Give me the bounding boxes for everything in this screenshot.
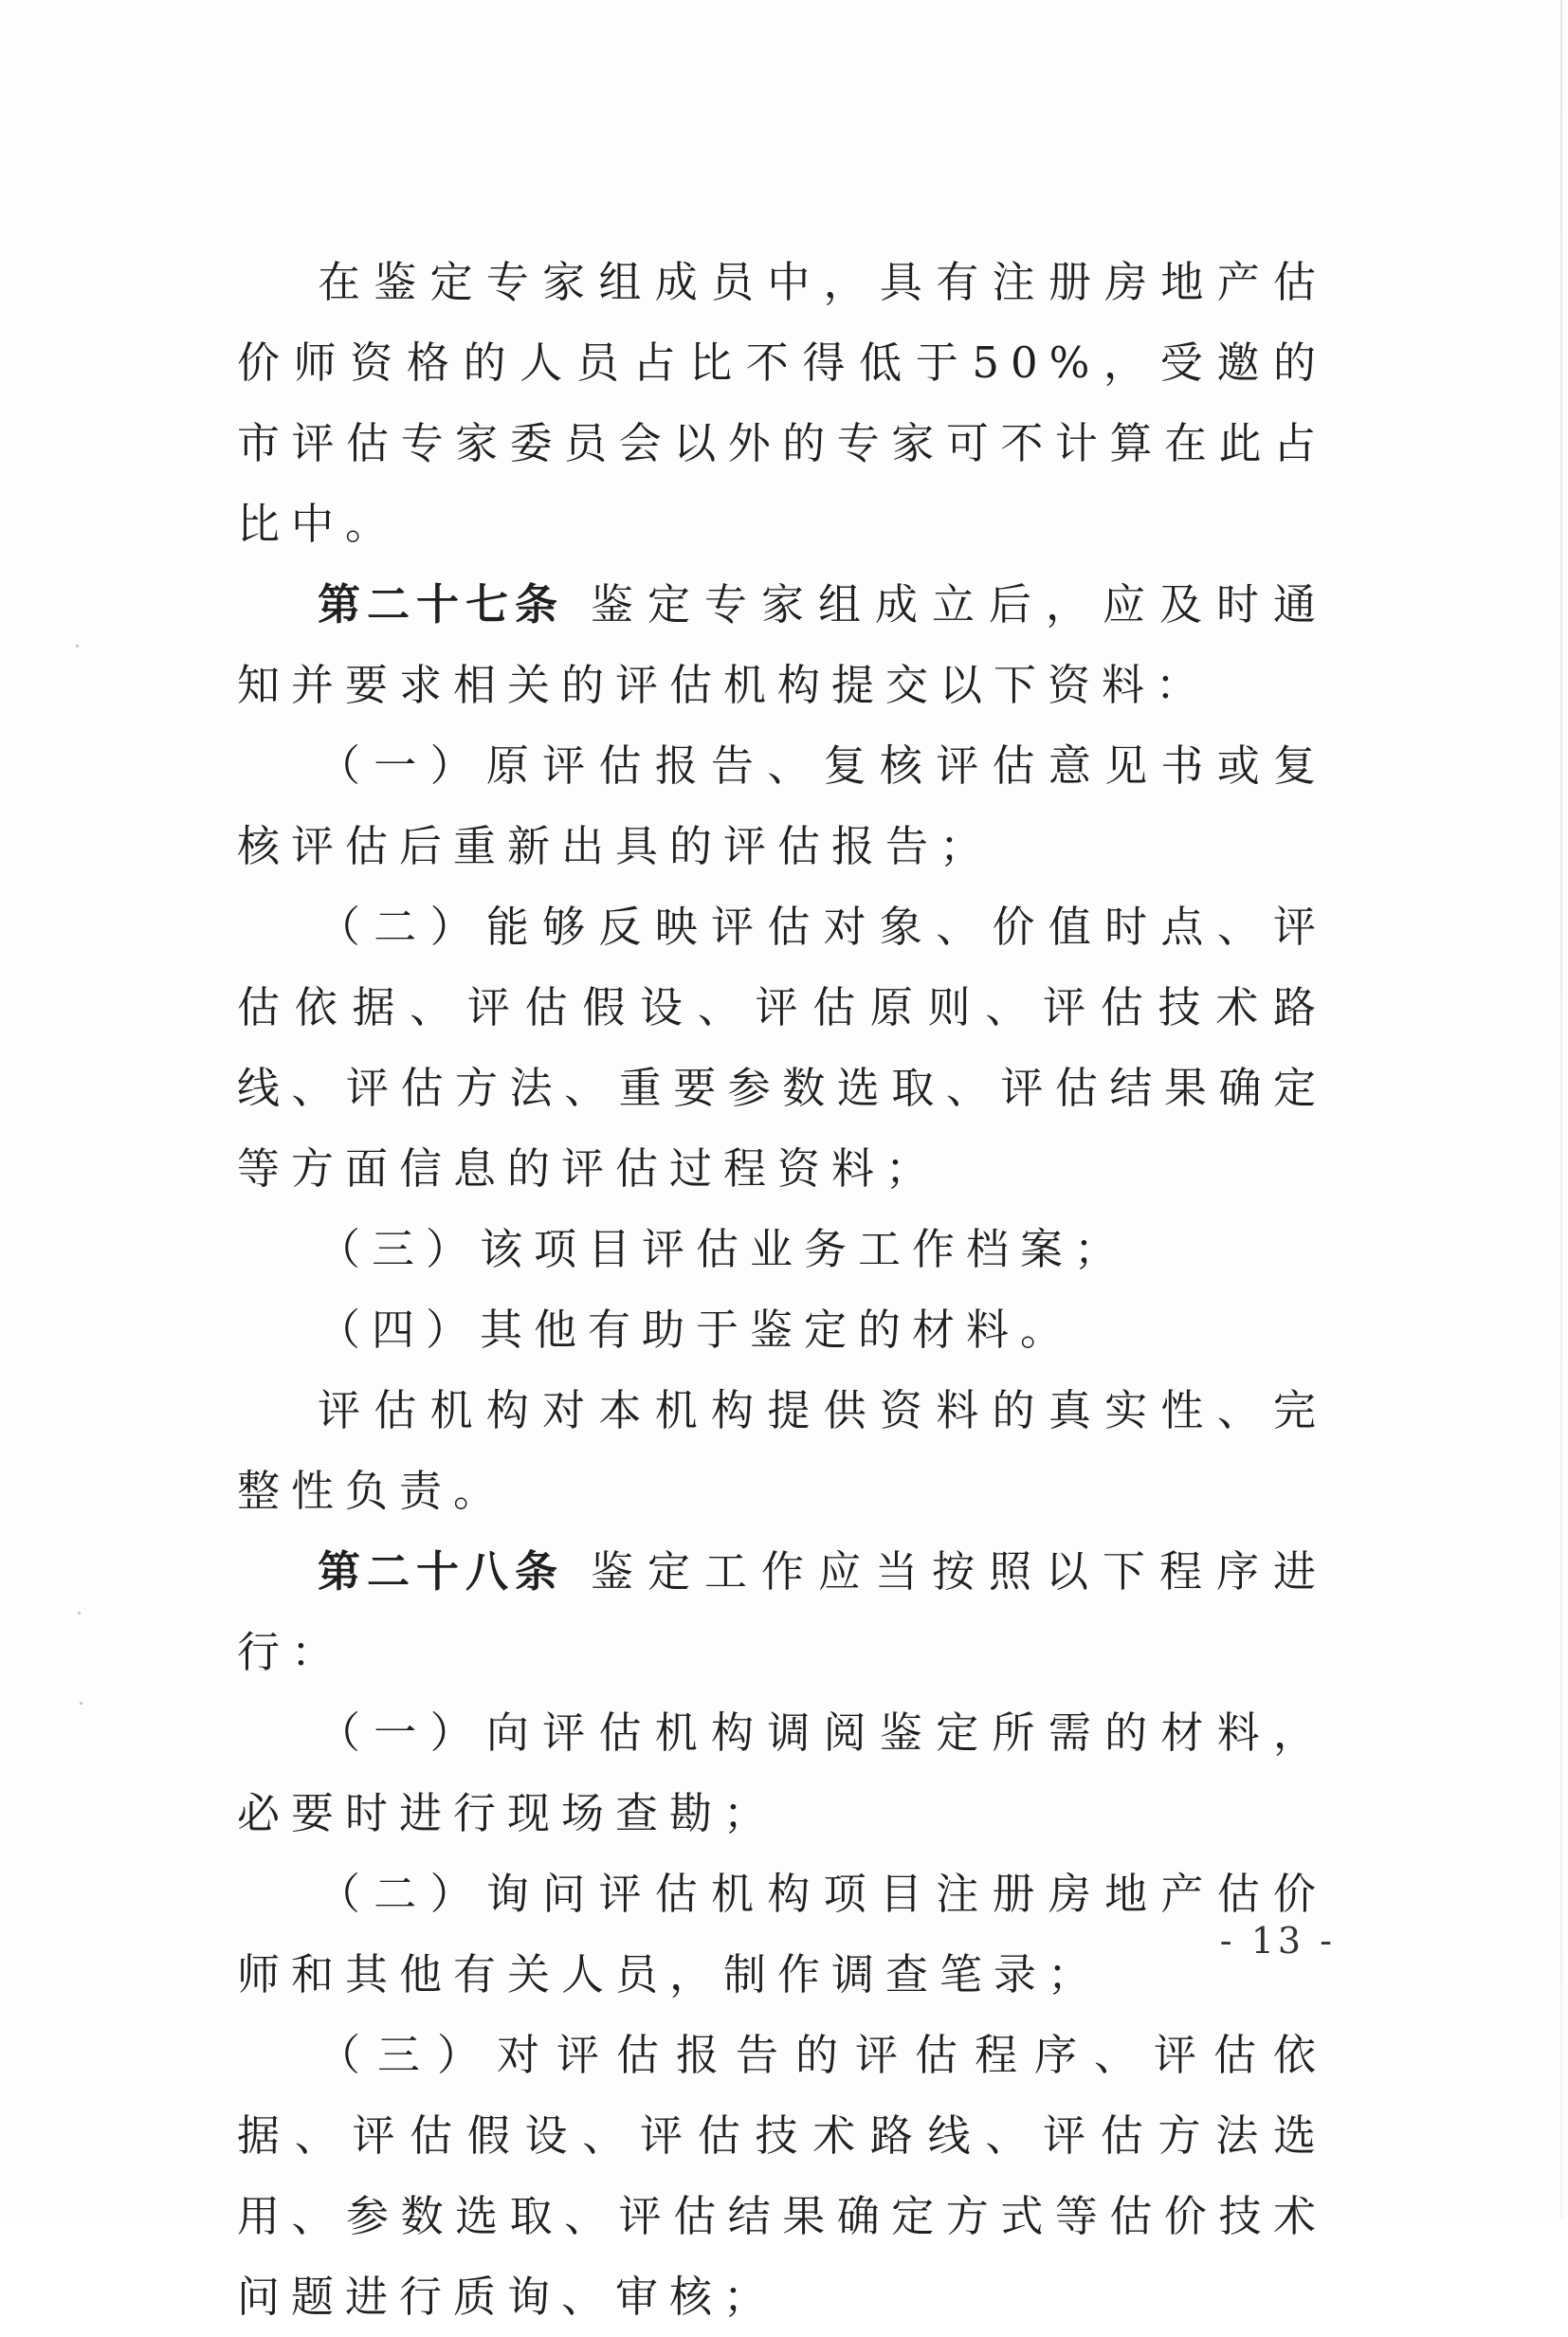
list-item bbox=[237, 1692, 1327, 1853]
list-item bbox=[237, 886, 1327, 1209]
paragraph-text: （二）询问评估机构项目注册房地产估价师和其他有关人员，制作调查笔录； bbox=[237, 1869, 1327, 1999]
list-item bbox=[237, 725, 1327, 886]
paragraph-text: （四）其他有助于鉴定的材料。 bbox=[318, 1305, 1075, 1355]
paragraph bbox=[237, 242, 1327, 564]
list-item bbox=[237, 2015, 1327, 2337]
article-paragraph bbox=[237, 564, 1327, 725]
article-paragraph bbox=[237, 1531, 1327, 1692]
scan-speck bbox=[80, 1702, 82, 1705]
list-item bbox=[237, 1209, 1327, 1289]
paragraph-text: （一）向评估机构调阅鉴定所需的材料，必要时进行现场查勘； bbox=[237, 1707, 1327, 1838]
paragraph-text: 鉴定专家组成立后，应及时通知并要求相关的评估机构提交以下资料： bbox=[237, 579, 1327, 710]
paragraph-text: 在鉴定专家组成员中，具有注册房地产估价师资格的人员占比不得低于50%，受邀的市评估专家委员会以外的专家可不计算在此占比中。 bbox=[237, 257, 1327, 549]
paragraph-text: 鉴定工作应当按照以下程序进行： bbox=[237, 1546, 1327, 1677]
article-heading: 第二十七条 bbox=[318, 579, 564, 630]
scan-speck bbox=[78, 1612, 81, 1615]
paragraph-text: 评估机构对本机构提供资料的真实性、完整性负责。 bbox=[237, 1385, 1327, 1516]
document-body bbox=[237, 242, 1327, 2337]
paragraph-text: （三）对评估报告的评估程序、评估依据、评估假设、评估技术路线、评估方法选用、参数选取、评估结果确定方式等估价技术问题进行质询、审核； bbox=[237, 2030, 1327, 2322]
paragraph-text: （二）能够反映评估对象、价值时点、评估依据、评估假设、评估原则、评估技术路线、评估方法、重要参数选取、评估结果确定等方面信息的评估过程资料； bbox=[237, 902, 1327, 1194]
page-number: - 13 - bbox=[1219, 1920, 1336, 1962]
list-item bbox=[237, 1289, 1327, 1370]
paragraph-text: （三）该项目评估业务工作档案； bbox=[318, 1224, 1129, 1274]
article-heading: 第二十八条 bbox=[318, 1546, 564, 1597]
list-item bbox=[237, 1853, 1327, 2015]
paragraph-text: （一）原评估报告、复核评估意见书或复核评估后重新出具的评估报告； bbox=[237, 740, 1327, 871]
scan-edge-shadow bbox=[1560, 0, 1562, 2218]
paragraph bbox=[237, 1370, 1327, 1531]
scan-speck bbox=[76, 645, 79, 648]
